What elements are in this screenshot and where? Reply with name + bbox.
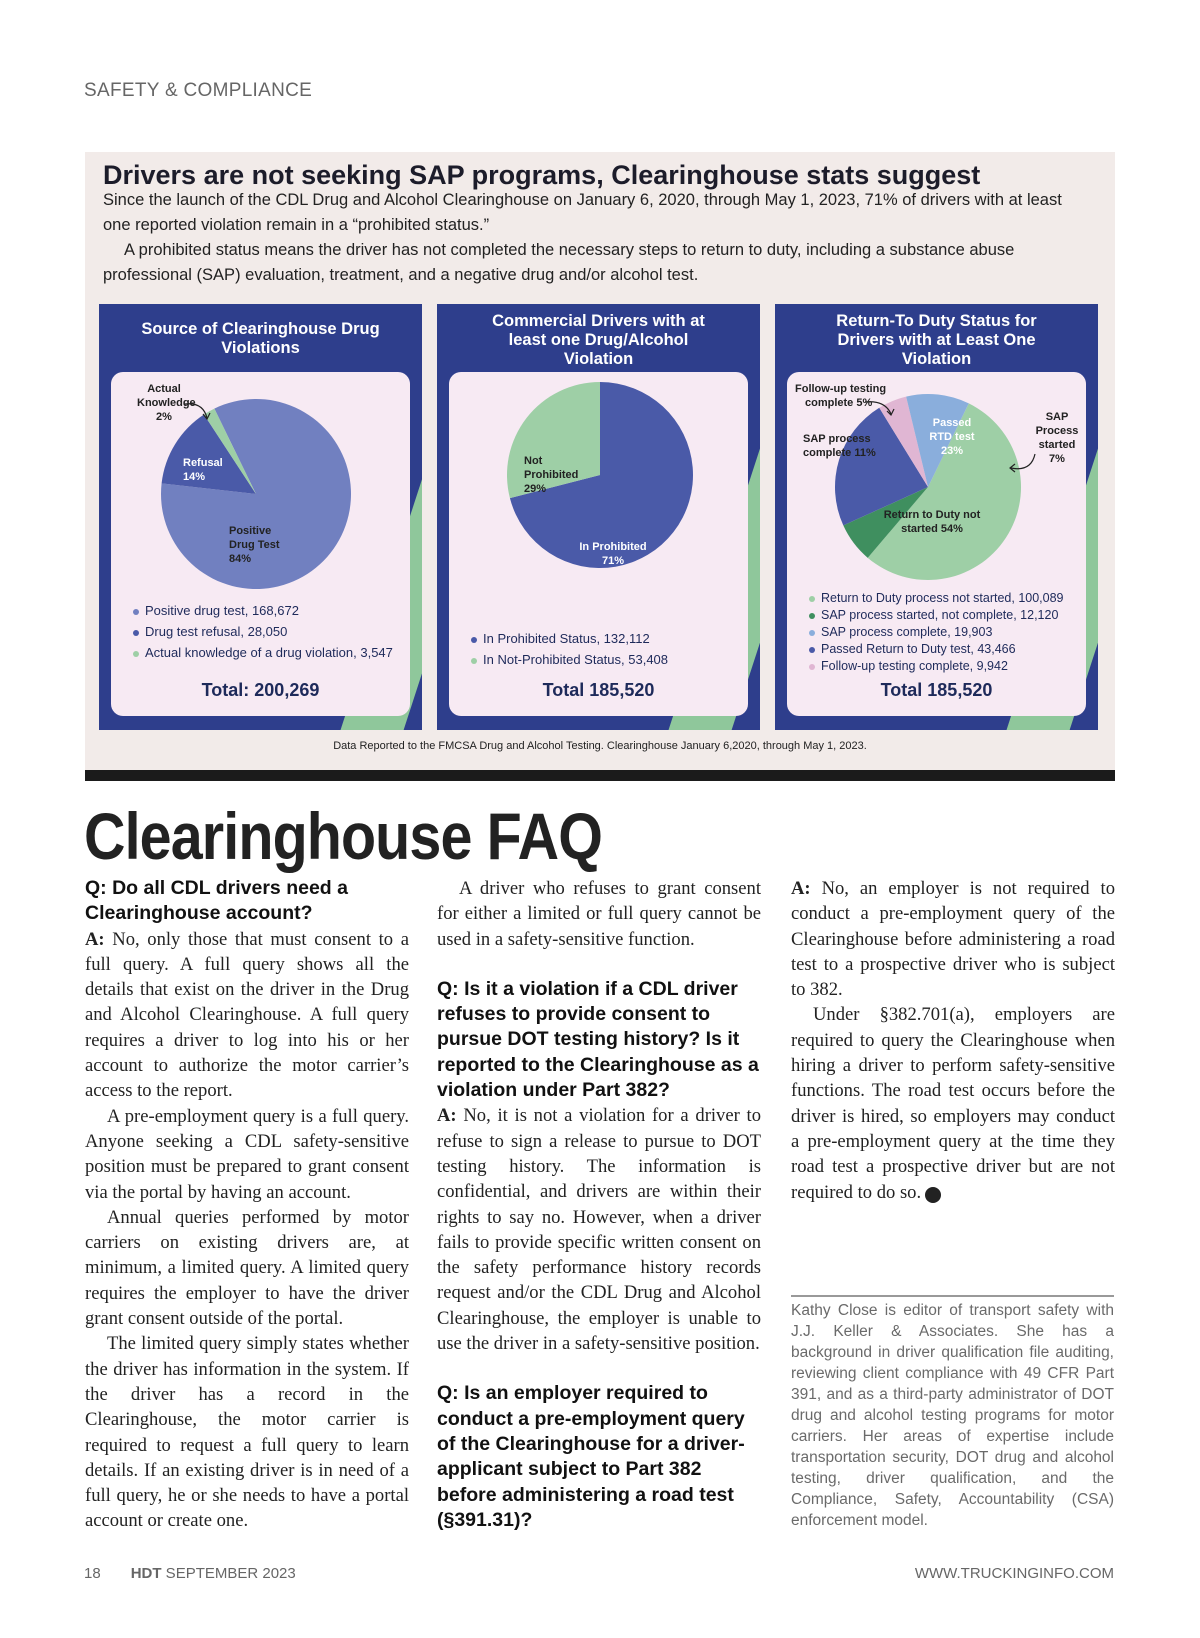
body-paragraph: A driver who refuses to grant consent for either a limited or full query cannot be used in a safety-sensitive function. xyxy=(437,878,761,950)
hdt-end-mark-icon: HDT xyxy=(925,1187,941,1203)
legend-dot xyxy=(133,609,139,615)
legend-item: SAP process complete, 19,903 xyxy=(809,624,1064,641)
chart-title: Return-To Duty Status for Drivers with at Least One Violation xyxy=(836,312,1037,368)
label-actual-knowledge: Actual Knowledge 2% xyxy=(137,383,196,423)
article-column-2 xyxy=(437,876,761,1533)
legend-dot xyxy=(471,658,477,664)
page-number: 18 xyxy=(84,1565,101,1582)
legend-item: Positive drug test, 168,672 xyxy=(133,600,393,621)
chart-legend xyxy=(809,590,1064,675)
issue-date: SEPTEMBER 2023 xyxy=(161,1565,296,1582)
chart-panel-return-to-duty xyxy=(775,304,1098,730)
label-passed-rtd: Passed RTD test 23% xyxy=(929,417,975,457)
label-sap-complete: SAP process complete 11% xyxy=(803,433,876,459)
chart-panel-violation-source xyxy=(99,304,422,730)
section-divider xyxy=(85,770,1115,781)
answer-paragraph: A: No, it is not a violation for a driver to refuse to sign a release to pursue to DOT testing history. The information is confidential, and drivers are within their rights to say no. However, when a driver fails to provide specific written consent on the safety performance history records request and/or the CDL Drug and Alcohol Clearinghouse, the employer is unable to use the driver in a safety-sensitive position. xyxy=(437,1105,761,1355)
arrow-icon xyxy=(863,396,897,418)
arrow-icon xyxy=(183,400,213,422)
chart-title: Commercial Drivers with at least one Drug/Alcohol Violation xyxy=(492,312,705,368)
chart-card xyxy=(787,372,1086,716)
legend-item: Drug test refusal, 28,050 xyxy=(133,621,393,642)
legend-item: Follow-up testing complete, 9,942 xyxy=(809,658,1064,675)
legend-item: In Prohibited Status, 132,112 xyxy=(471,628,668,649)
question-heading: Q: Is an employer required to conduct a pre-employment query of the Clearinghouse for a driver-applicant subject to Part 382 before administering a road test (§391.31)? xyxy=(437,1382,745,1531)
question-heading: Q: Is it a violation if a CDL driver refuses to provide consent to pursue DOT testing history? Is it reported to the Clearinghouse as a violation under Part 382? xyxy=(437,977,759,1102)
chart-total: Total 185,520 xyxy=(880,680,993,700)
article-column-3 xyxy=(791,876,1115,1205)
answer-paragraph: A: No, an employer is not required to conduct a pre-employment query of the Clearinghouse before administering a road test to a prospective driver who is subject to 382. xyxy=(791,878,1115,1001)
infobox-paragraph-1: Since the launch of the CDL Drug and Alcohol Clearinghouse on January 6, 2020, through May 1, 2023, 71% of drivers with at least one reported violation remain in a “prohibited status.” xyxy=(103,191,1062,234)
label-rtd-not-started: Return to Duty not started 54% xyxy=(883,509,981,535)
body-paragraph: A pre-employment query is a full query. Anyone seeking a CDL safety-sensitive position must be prepared to grant consent via the portal by having an account. xyxy=(85,1105,409,1203)
chart-total: Total: 200,269 xyxy=(201,680,320,700)
legend-dot xyxy=(133,630,139,636)
chart-legend xyxy=(471,628,668,670)
label-sap-started: SAP Process started 7% xyxy=(1035,411,1079,465)
legend-dot xyxy=(809,613,815,619)
footer-left xyxy=(84,1565,296,1582)
chart-card xyxy=(449,372,748,716)
body-paragraph: Annual queries performed by motor carriers on existing drivers are, at minimum, a limited query. A limited query requires the employer to have the driver grant consent outside of the portal. xyxy=(85,1206,409,1330)
legend-item: In Not-Prohibited Status, 53,408 xyxy=(471,649,668,670)
arrow-icon xyxy=(1005,452,1039,478)
chart-panel-prohibited-status xyxy=(437,304,760,730)
magazine-name: HDT xyxy=(130,1565,162,1582)
label-follow-up: Follow-up testing complete 5% xyxy=(795,383,887,409)
label-positive: Positive Drug Test 84% xyxy=(229,525,280,565)
author-bio: Kathy Close is editor of transport safety with J.J. Keller & Associates. She has a background in driver qualification file auditing, reviewing client compliance with 49 CFR Part 391, and as a third-party administrator of DOT drug and alcohol testing programs for motor carriers. Her areas of expertise include transportation security, DOT drug and alcohol testing, driver qualification, and the Compliance, Safety, Accountability (CSA) enforcement model. xyxy=(791,1302,1114,1529)
legend-item: Actual knowledge of a drug violation, 3,547 xyxy=(133,642,393,663)
legend-item: Passed Return to Duty test, 43,466 xyxy=(809,641,1064,658)
article-title: Clearinghouse FAQ xyxy=(84,799,603,873)
body-paragraph: The limited query simply states whether the driver has information in the system. If the driver has a record in the Clearinghouse, the motor carrier is required to request a full query to learn details. If an existing driver is in need of a full query, he or she needs to have a portal account or create one. xyxy=(85,1333,409,1532)
bio-divider xyxy=(791,1295,1114,1297)
answer-paragraph: A: No, only those that must consent to a full query. A full query shows all the details that exist on the driver in the Drug and Alcohol Clearinghouse. A full query requires a driver to log into his or her account to authorize the motor carrier’s access to the report. xyxy=(85,928,409,1102)
legend-dot xyxy=(471,637,477,643)
chart-total: Total 185,520 xyxy=(542,680,655,700)
legend-dot xyxy=(809,664,815,670)
infobox-title: Drivers are not seeking SAP programs, Clearinghouse stats suggest xyxy=(103,160,981,190)
website-url[interactable]: WWW.TRUCKINGINFO.COM xyxy=(914,1565,1114,1582)
infobox-paragraph-2: A prohibited status means the driver has not completed the necessary steps to return to duty, including a substance abuse professional (SAP) evaluation, treatment, and a negative drug and/or alcohol test. xyxy=(103,241,1015,284)
label-in-prohibited: In Prohibited 71% xyxy=(579,541,647,567)
legend-item: Return to Duty process not started, 100,089 xyxy=(809,590,1064,607)
legend-dot xyxy=(809,596,815,602)
body-paragraph: Under §382.701(a), employers are required to query the Clearinghouse when hiring a driver to perform safety-sensitive functions. The road test occurs before the driver is hired, so employers may conduct a pre-employment query at the time they road test a prospective driver but are not required to do so. HDT xyxy=(791,1004,1115,1203)
question-heading: Q: Do all CDL drivers need a Clearinghouse account? xyxy=(85,877,348,925)
chart-card xyxy=(111,372,410,716)
label-refusal: Refusal 14% xyxy=(183,457,223,483)
article-column-1 xyxy=(85,876,409,1534)
legend-item: SAP process started, not complete, 12,120 xyxy=(809,607,1064,624)
chart-title: Source of Clearinghouse Drug Violations xyxy=(141,320,380,357)
data-source-note: Data Reported to the FMCSA Drug and Alcohol Testing. Clearinghouse January 6,2020, through May 1, 2023. xyxy=(333,740,867,752)
section-label: SAFETY & COMPLIANCE xyxy=(84,80,313,101)
legend-dot xyxy=(133,651,139,657)
label-not-prohibited: Not Prohibited 29% xyxy=(524,455,579,495)
legend-dot xyxy=(809,647,815,653)
chart-legend xyxy=(133,600,393,663)
legend-dot xyxy=(809,630,815,636)
